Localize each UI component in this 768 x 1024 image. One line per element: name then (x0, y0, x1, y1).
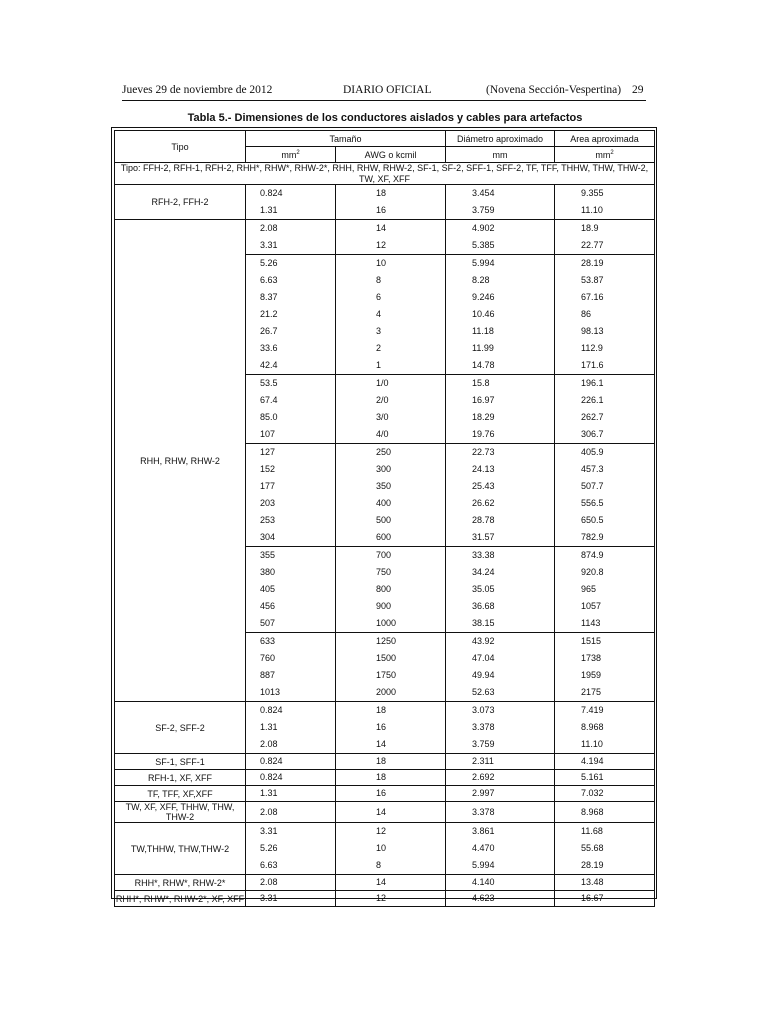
area-value: 507.7 (581, 481, 604, 491)
column-header-area-unit: $mm^2$ (555, 147, 655, 163)
awg-cell (336, 770, 446, 786)
diam-value: 19.76 (472, 429, 495, 439)
mm2-value: 42.4 (260, 360, 278, 370)
mm2-cell (246, 754, 336, 770)
mm2-value: 253 (260, 515, 276, 525)
awg-value: 1 (376, 360, 382, 370)
area-value: 196.1 (581, 378, 604, 388)
mm2-cell (246, 185, 336, 220)
awg-value: 12 (376, 893, 387, 903)
mm2-value: 53.5 (260, 378, 278, 388)
awg-value: 14 (376, 223, 387, 233)
area-value: 874.9 (581, 550, 604, 560)
header-rule (122, 100, 646, 101)
tipo-cell: TW, XF, XFF, THHW, THW, THW-2 (115, 802, 246, 823)
mm2-cell (246, 255, 336, 375)
diam-value: 18.29 (472, 412, 495, 422)
area-cell (555, 875, 655, 891)
awg-value: 2000 (376, 687, 397, 697)
diam-value: 38.15 (472, 618, 495, 628)
awg-cell (336, 702, 446, 754)
mm2-value: 67.4 (260, 395, 278, 405)
table-row (115, 786, 655, 802)
awg-value: 350 (376, 481, 392, 491)
area-value: 28.19 (581, 860, 604, 870)
area-value: 13.48 (581, 877, 604, 887)
diam-value: 34.24 (472, 567, 495, 577)
diam-value: 22.73 (472, 447, 495, 457)
mm2-value: 203 (260, 498, 276, 508)
mm2-value: 5.26 (260, 258, 278, 268)
table-row (115, 702, 655, 754)
mm2-value: 127 (260, 447, 276, 457)
mm2-value: 3.31 (260, 240, 278, 250)
diam-value: 33.38 (472, 550, 495, 560)
awg-value: 600 (376, 532, 392, 542)
awg-value: 18 (376, 705, 387, 715)
diam-value: 11.99 (472, 343, 494, 353)
area-value: 171.6 (581, 360, 604, 370)
diam-cell (446, 547, 555, 633)
tipo-cell: RFH-1, XF, XFF (115, 770, 246, 786)
area-value: 965 (581, 584, 597, 594)
diam-value: 2.311 (472, 756, 494, 766)
diam-cell (446, 802, 555, 823)
diam-value: 47.04 (472, 653, 495, 663)
mm2-cell (246, 375, 336, 444)
mm2-value: 2.08 (260, 877, 278, 887)
diam-value: 4.902 (472, 223, 495, 233)
area-value: 556.5 (581, 498, 604, 508)
table-body (115, 185, 655, 907)
awg-value: 800 (376, 584, 392, 594)
column-header-tamano: Tamaño (246, 131, 446, 147)
awg-value: 500 (376, 515, 392, 525)
diam-value: 4.470 (472, 843, 495, 853)
area-value: 405.9 (581, 447, 604, 457)
area-value: 11.10 (581, 205, 603, 215)
awg-value: 8 (376, 860, 382, 870)
diam-value: 2.692 (472, 772, 495, 782)
awg-cell (336, 823, 446, 875)
area-value: 457.3 (581, 464, 604, 474)
mm2-cell (246, 875, 336, 891)
mm2-cell (246, 802, 336, 823)
area-value: 11.10 (581, 739, 603, 749)
area-cell (555, 220, 655, 255)
area-value: 8.968 (581, 806, 604, 817)
awg-cell (336, 375, 446, 444)
awg-value: 1250 (376, 636, 397, 646)
area-value: 98.13 (581, 326, 604, 336)
area-value: 920.8 (581, 567, 604, 577)
column-header-area: Area aproximada (555, 131, 655, 147)
diam-value: 14.78 (472, 360, 495, 370)
awg-value: 4 (376, 309, 382, 319)
area-value: 1143 (581, 618, 601, 628)
area-cell (555, 444, 655, 547)
table-row (115, 220, 655, 255)
tipo-cell: RHH*, RHW*, RHW-2*, XF, XFF (115, 891, 246, 907)
awg-value: 1/0 (376, 378, 389, 388)
tipo-cell: RHH*, RHW*, RHW-2* (115, 875, 246, 891)
column-header-mm2: $mm^2$ (246, 147, 336, 163)
diam-value: 35.05 (472, 584, 495, 594)
mm2-value: 177 (260, 481, 276, 491)
area-value: 4.194 (581, 756, 604, 766)
awg-value: 16 (376, 722, 387, 732)
awg-value: 2/0 (376, 395, 389, 405)
diam-value: 10.46 (472, 309, 495, 319)
mm2-value: 6.63 (260, 860, 278, 870)
diam-cell (446, 702, 555, 754)
awg-value: 10 (376, 843, 387, 853)
awg-value: 300 (376, 464, 392, 474)
mm2-value: 2.08 (260, 806, 278, 817)
diam-value: 2.997 (472, 788, 495, 798)
mm2-value: 85.0 (260, 412, 278, 422)
area-cell (555, 185, 655, 220)
area-cell (555, 823, 655, 875)
awg-value: 1000 (376, 618, 397, 628)
mm2-value: 304 (260, 532, 276, 542)
diam-cell (446, 220, 555, 255)
diam-value: 52.63 (472, 687, 495, 697)
awg-cell (336, 754, 446, 770)
area-value: 7.419 (581, 705, 604, 715)
awg-cell (336, 220, 446, 255)
diam-cell (446, 255, 555, 375)
area-value: 22.77 (581, 240, 604, 250)
table-row (115, 823, 655, 875)
diam-cell (446, 770, 555, 786)
awg-value: 12 (376, 826, 387, 836)
awg-value: 700 (376, 550, 392, 560)
table-row (115, 185, 655, 220)
diam-cell (446, 375, 555, 444)
mm2-value: 633 (260, 636, 276, 646)
area-cell (555, 375, 655, 444)
mm2-value: 0.824 (260, 772, 283, 782)
mm2-value: 107 (260, 429, 276, 439)
awg-value: 18 (376, 188, 387, 198)
mm2-value: 3.31 (260, 826, 278, 836)
awg-value: 18 (376, 772, 387, 782)
column-header-mm: mm (446, 147, 555, 163)
area-value: 67.16 (581, 292, 604, 302)
mm2-cell (246, 633, 336, 702)
diam-value: 5.385 (472, 240, 495, 250)
awg-value: 3/0 (376, 412, 389, 422)
diam-value: 43.92 (472, 636, 495, 646)
area-cell (555, 633, 655, 702)
area-value: 86 (581, 309, 592, 319)
area-cell (555, 754, 655, 770)
mm2-value: 1.31 (260, 788, 278, 798)
area-cell (555, 255, 655, 375)
diam-value: 3.861 (472, 826, 495, 836)
awg-cell (336, 633, 446, 702)
mm2-value: 1.31 (260, 205, 278, 215)
awg-cell (336, 786, 446, 802)
area-cell (555, 786, 655, 802)
awg-value: 14 (376, 877, 387, 887)
tipo-cell: SF-1, SFF-1 (115, 754, 246, 770)
area-cell (555, 802, 655, 823)
tipo-cell: RHH, RHW, RHW-2 (115, 220, 246, 702)
diam-value: 16.97 (472, 395, 495, 405)
area-value: 7.032 (581, 788, 604, 798)
mm2-value: 456 (260, 601, 276, 611)
diam-value: 25.43 (472, 481, 495, 491)
mm2-value: 8.37 (260, 292, 278, 302)
mm2-value: 355 (260, 550, 276, 560)
awg-value: 750 (376, 567, 392, 577)
area-value: 306.7 (581, 429, 604, 439)
mm2-value: 26.7 (260, 326, 278, 336)
mm2-cell (246, 891, 336, 907)
area-value: 1959 (581, 670, 602, 680)
diam-value: 4.623 (472, 893, 495, 903)
mm2-value: 1.31 (260, 722, 278, 732)
awg-value: 18 (376, 756, 387, 766)
area-cell (555, 891, 655, 907)
awg-value: 16 (376, 788, 387, 798)
header-page-number: 29 (632, 84, 644, 96)
area-value: 2175 (581, 687, 602, 697)
mm2-value: 760 (260, 653, 276, 663)
awg-value: 900 (376, 601, 392, 611)
table-row (115, 754, 655, 770)
column-header-tipo: Tipo (115, 131, 246, 163)
tipo-cell: SF-2, SFF-2 (115, 702, 246, 754)
table-row (115, 891, 655, 907)
mm2-value: 380 (260, 567, 276, 577)
mm2-cell (246, 702, 336, 754)
awg-value: 4/0 (376, 429, 389, 439)
mm2-value: 1013 (260, 687, 281, 697)
area-value: 1057 (581, 601, 602, 611)
conductor-dimensions-table (114, 130, 655, 907)
diam-value: 3.759 (472, 739, 495, 749)
awg-cell (336, 185, 446, 220)
mm2-cell (246, 823, 336, 875)
mm2-cell (246, 547, 336, 633)
mm2-value: 0.824 (260, 705, 283, 715)
awg-cell (336, 255, 446, 375)
diam-value: 3.378 (472, 806, 495, 817)
area-value: 9.355 (581, 188, 604, 198)
diam-value: 15.8 (472, 378, 490, 388)
diam-cell (446, 633, 555, 702)
header-date: Jueves 29 de noviembre de 2012 (122, 84, 273, 96)
mm2-cell (246, 220, 336, 255)
area-value: 53.87 (581, 275, 604, 285)
area-value: 5.161 (581, 772, 604, 782)
table-row (115, 802, 655, 823)
diam-value: 24.13 (472, 464, 495, 474)
awg-value: 6 (376, 292, 382, 302)
diam-value: 49.94 (472, 670, 495, 680)
diam-value: 36.68 (472, 601, 495, 611)
area-value: 1738 (581, 653, 602, 663)
area-cell (555, 770, 655, 786)
diam-cell (446, 786, 555, 802)
table-title: Tabla 5.- Dimensiones de los conductores aislados y cables para artefactos (187, 112, 583, 124)
diam-cell (446, 754, 555, 770)
mm2-value: 2.08 (260, 739, 278, 749)
header-publication: DIARIO OFICIAL (343, 84, 432, 96)
diam-value: 3.759 (472, 205, 495, 215)
mm2-value: 33.6 (260, 343, 278, 353)
mm2-value: 152 (260, 464, 276, 474)
mm2-cell (246, 786, 336, 802)
table-row (115, 875, 655, 891)
awg-value: 1500 (376, 653, 397, 663)
area-value: 1515 (581, 636, 602, 646)
awg-value: 14 (376, 806, 387, 817)
awg-value: 8 (376, 275, 382, 285)
diam-value: 4.140 (472, 877, 495, 887)
area-cell (555, 547, 655, 633)
diam-value: 9.246 (472, 292, 495, 302)
mm2-value: 6.63 (260, 275, 278, 285)
awg-value: 2 (376, 343, 382, 353)
awg-value: 3 (376, 326, 382, 336)
column-header-diametro: Diámetro aproximado (446, 131, 555, 147)
awg-cell (336, 875, 446, 891)
diam-cell (446, 891, 555, 907)
mm2-cell (246, 444, 336, 547)
diam-value: 11.18 (472, 326, 494, 336)
awg-value: 400 (376, 498, 392, 508)
diam-value: 3.378 (472, 722, 495, 732)
area-value: 18.9 (581, 223, 599, 233)
diam-cell (446, 444, 555, 547)
header-section: (Novena Sección-Vespertina) (486, 84, 622, 96)
area-value: 55.68 (581, 843, 604, 853)
awg-value: 10 (376, 258, 387, 268)
diam-cell (446, 875, 555, 891)
awg-cell (336, 444, 446, 547)
mm2-value: 0.824 (260, 188, 283, 198)
table-row (115, 770, 655, 786)
mm2-cell (246, 770, 336, 786)
awg-cell (336, 802, 446, 823)
area-value: 650.5 (581, 515, 604, 525)
area-cell (555, 702, 655, 754)
diam-value: 5.994 (472, 258, 495, 268)
mm2-value: 3.31 (260, 893, 278, 903)
diam-value: 3.454 (472, 188, 495, 198)
area-value: 782.9 (581, 532, 604, 542)
diam-value: 8.28 (472, 275, 490, 285)
diam-value: 5.994 (472, 860, 495, 870)
mm2-value: 507 (260, 618, 276, 628)
area-value: 28.19 (581, 258, 604, 268)
tipo-cell: RFH-2, FFH-2 (115, 185, 246, 220)
mm2-value: 2.08 (260, 223, 278, 233)
diam-cell (446, 185, 555, 220)
diam-cell (446, 823, 555, 875)
mm2-value: 887 (260, 670, 276, 680)
area-value: 262.7 (581, 412, 604, 422)
area-value: 112.9 (581, 343, 603, 353)
diam-value: 26.62 (472, 498, 495, 508)
tipo-cell: TW,THHW, THW,THW-2 (115, 823, 246, 875)
tipo-cell: TF, TFF, XF,XFF (115, 786, 246, 802)
awg-value: 12 (376, 240, 387, 250)
mm2-value: 5.26 (260, 843, 278, 853)
awg-value: 250 (376, 447, 392, 457)
awg-value: 16 (376, 205, 387, 215)
types-span-row: Tipo: FFH-2, RFH-1, RFH-2, RHH*, RHW*, RHW-2*, RHH, RHW, RHW-2, SF-1, SF-2, SFF-1, SFF-2, TF, TFF, THHW, THW, THW-2, TW, XF, XFF (115, 163, 655, 185)
mm2-value: 405 (260, 584, 276, 594)
awg-value: 14 (376, 739, 387, 749)
column-header-awg: AWG o kcmil (336, 147, 446, 163)
area-value: 11.68 (581, 826, 603, 836)
diam-value: 3.073 (472, 705, 495, 715)
awg-cell (336, 891, 446, 907)
mm2-value: 21.2 (260, 309, 278, 319)
mm2-value: 0.824 (260, 756, 283, 766)
area-value: 226.1 (581, 395, 604, 405)
diam-value: 28.78 (472, 515, 495, 525)
awg-cell (336, 547, 446, 633)
area-value: 8.968 (581, 722, 604, 732)
diam-value: 31.57 (472, 532, 495, 542)
awg-value: 1750 (376, 670, 397, 680)
area-value: 16.67 (581, 893, 604, 903)
